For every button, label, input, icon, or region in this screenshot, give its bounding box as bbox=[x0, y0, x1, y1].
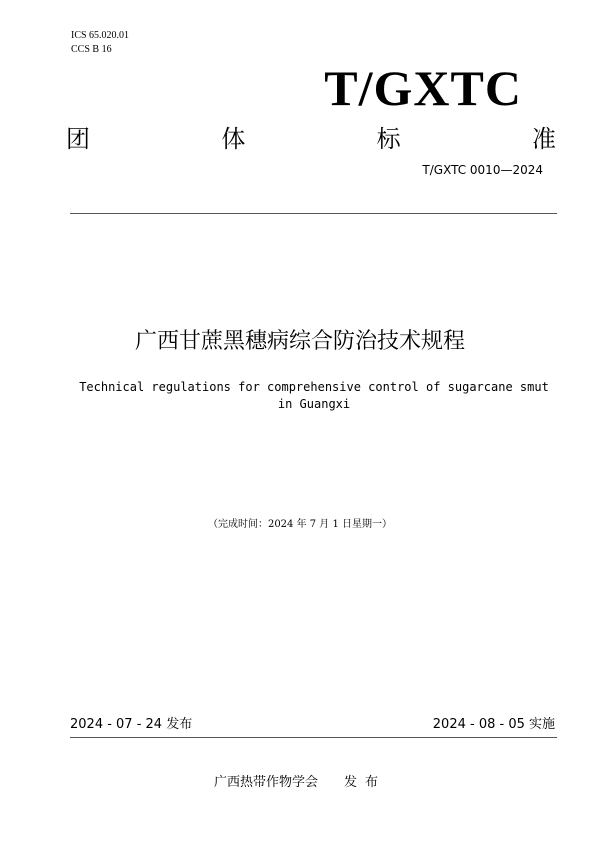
implementation-date: 2024 - 08 - 05 实施 bbox=[432, 717, 555, 732]
completion-date-note: （完成时间：2024 年 7 月 1 日星期一） bbox=[207, 519, 393, 530]
standard-code-logo: T/GXTC bbox=[324, 60, 522, 116]
publisher-name: 广西热带作物学会 bbox=[213, 775, 318, 790]
standard-type-char: 准 bbox=[531, 125, 556, 153]
standard-number: T/GXTC 0010—2024 bbox=[422, 163, 543, 177]
standard-type-char: 体 bbox=[221, 125, 246, 153]
document-title-chinese: 广西甘蔗黑穗病综合防治技术规程 bbox=[134, 329, 465, 354]
standard-type-char: 团 bbox=[66, 125, 90, 153]
ics-code: ICS 65.020.01 bbox=[71, 30, 130, 41]
standard-type-char: 标 bbox=[376, 125, 401, 153]
publish-label: 发布 bbox=[344, 775, 387, 790]
document-title-english: Technical regulations for comprehensive control of sugarcane smut in Guangxi bbox=[79, 380, 549, 411]
top-divider bbox=[70, 213, 557, 214]
standard-type-heading bbox=[66, 124, 556, 154]
issue-date: 2024 - 07 - 24 发布 bbox=[70, 717, 193, 732]
publisher-line bbox=[0, 774, 600, 792]
ccs-code: CCS B 16 bbox=[71, 44, 112, 55]
bottom-divider bbox=[70, 737, 557, 738]
